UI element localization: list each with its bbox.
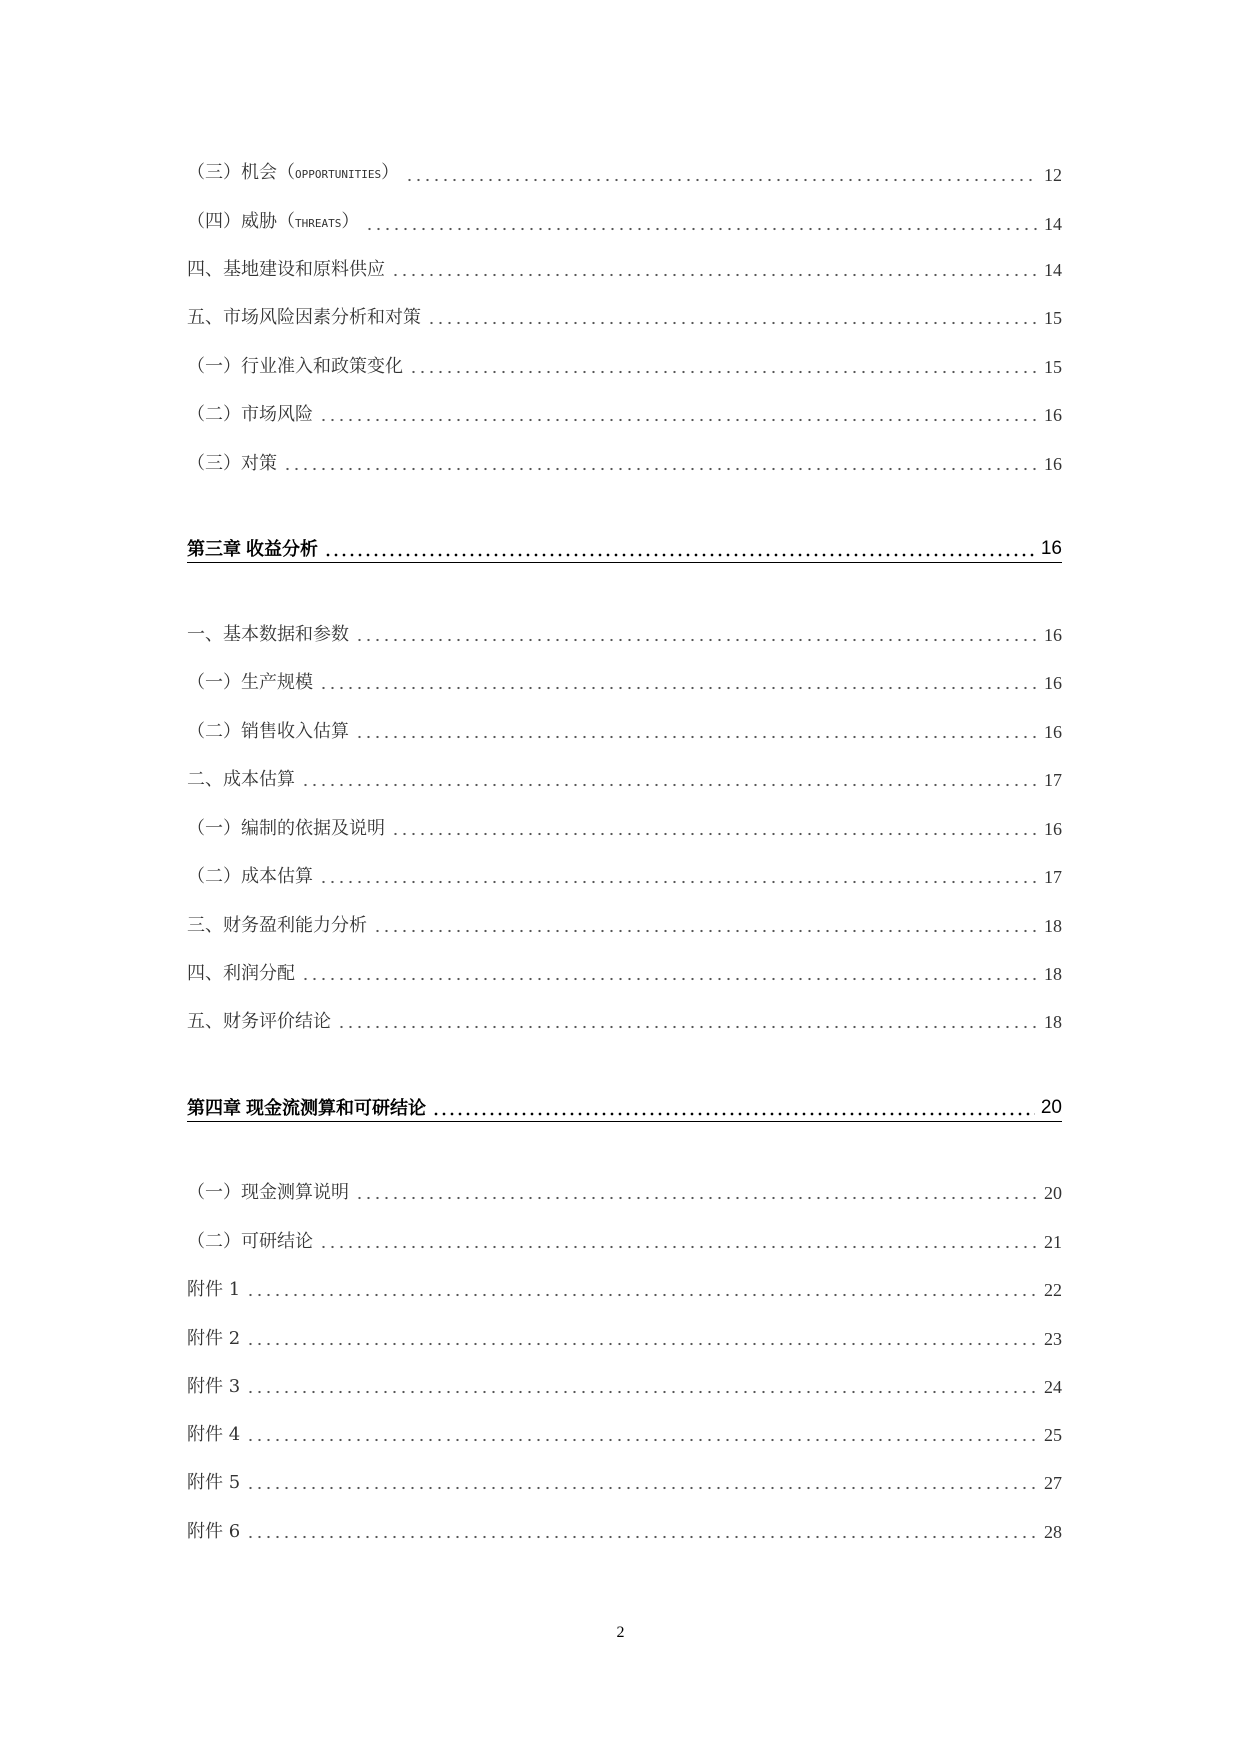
toc-entry[interactable]: [187, 768, 1062, 792]
dot-leader: [283, 467, 1038, 471]
dot-leader: [405, 178, 1038, 182]
toc-entry-title: 五、财务评价结论: [187, 1011, 331, 1032]
toc-entry[interactable]: [187, 1423, 1062, 1447]
toc-entry-title: 五、市场风险因素分析和对策: [187, 307, 421, 328]
toc-entry-title: （一）现金测算说明: [187, 1182, 349, 1203]
toc-entry[interactable]: [187, 1520, 1062, 1544]
toc-entry-title: 附件 6: [187, 1521, 241, 1542]
dot-leader: [246, 1486, 1038, 1490]
dot-leader: [432, 1112, 1035, 1116]
toc-entry-title: （三）机会（OPPORTUNITIES）: [187, 162, 400, 183]
toc-page-number: 16: [1044, 819, 1062, 839]
toc-page-number: 16: [1044, 625, 1062, 645]
toc-page-number: 17: [1044, 770, 1062, 790]
toc-entry[interactable]: [187, 258, 1062, 282]
toc-page-number: 16: [1044, 722, 1062, 742]
toc-entry[interactable]: [187, 306, 1062, 330]
dot-leader: [373, 929, 1038, 933]
toc-entry-title: （二）市场风险: [187, 404, 313, 425]
toc-entry[interactable]: [187, 623, 1062, 647]
toc-page-number: 18: [1044, 916, 1062, 936]
toc-entry[interactable]: [187, 865, 1062, 889]
dot-leader: [246, 1342, 1038, 1346]
toc-page-number: 22: [1044, 1280, 1062, 1300]
toc-page-number: 21: [1044, 1232, 1062, 1252]
toc-page-number: 15: [1044, 308, 1062, 328]
toc-entry[interactable]: [187, 1181, 1062, 1205]
dot-leader: [324, 553, 1035, 557]
dot-leader: [319, 418, 1038, 422]
dot-leader: [337, 1025, 1038, 1029]
toc-page-number: 25: [1044, 1425, 1062, 1445]
toc-entry-title: （二）可研结论: [187, 1231, 313, 1252]
toc-entry-title: 附件 3: [187, 1376, 241, 1397]
toc-chapter-entry[interactable]: [187, 1096, 1062, 1122]
toc-page-number: 16: [1044, 673, 1062, 693]
dot-leader: [355, 638, 1038, 642]
dot-leader: [246, 1438, 1038, 1442]
toc-entry-title: 四、利润分配: [187, 963, 295, 984]
dot-leader: [319, 686, 1038, 690]
toc-page-number: 16: [1040, 538, 1062, 559]
toc-chapter-entry[interactable]: [187, 537, 1062, 563]
dot-leader: [301, 977, 1038, 981]
dot-leader: [319, 1245, 1038, 1249]
toc-entry[interactable]: [187, 452, 1062, 476]
toc-entry[interactable]: [187, 355, 1062, 379]
toc-page-number: 18: [1044, 1012, 1062, 1032]
toc-page-number: 15: [1044, 357, 1062, 377]
toc-page-number: 27: [1044, 1473, 1062, 1493]
toc-entry[interactable]: [187, 1230, 1062, 1254]
toc-page-number: 14: [1044, 214, 1062, 234]
toc-page-number: 18: [1044, 964, 1062, 984]
dot-leader: [319, 880, 1038, 884]
toc-entry[interactable]: [187, 1010, 1062, 1034]
toc-entry-title: （二）成本估算: [187, 866, 313, 887]
toc-entry-title: 附件 2: [187, 1328, 241, 1349]
toc-chapter-title: 第三章 收益分析: [187, 539, 319, 559]
toc-entry-title: （一）生产规模: [187, 672, 313, 693]
toc-entry[interactable]: [187, 1375, 1062, 1399]
toc-entry[interactable]: [187, 210, 1062, 236]
toc-page-number: 12: [1044, 165, 1062, 185]
toc-entry-title: 三、财务盈利能力分析: [187, 915, 367, 936]
toc-page-number: 28: [1044, 1522, 1062, 1542]
toc-page-number: 16: [1044, 454, 1062, 474]
dot-leader: [427, 321, 1038, 325]
toc-entry[interactable]: [187, 403, 1062, 427]
toc-entry[interactable]: [187, 720, 1062, 744]
toc-chapter-title: 第四章 现金流测算和可研结论: [187, 1098, 426, 1118]
toc-entry-title: 四、基地建设和原料供应: [187, 259, 385, 280]
toc-page-number: 17: [1044, 867, 1062, 887]
dot-leader: [246, 1390, 1038, 1394]
toc-page-number: 16: [1044, 405, 1062, 425]
dot-leader: [391, 832, 1038, 836]
dot-leader: [301, 783, 1038, 787]
toc-entry-title: 附件 5: [187, 1472, 241, 1493]
toc-entry-title: 一、基本数据和参数: [187, 624, 349, 645]
toc-entry-title: （二）销售收入估算: [187, 721, 349, 742]
toc-entry[interactable]: [187, 161, 1062, 187]
dot-leader: [246, 1535, 1038, 1539]
toc-entry-title: （一）行业准入和政策变化: [187, 356, 403, 377]
toc-entry-title: 附件 4: [187, 1424, 241, 1445]
toc-entry-title: （三）对策: [187, 453, 277, 474]
toc-page-number: 23: [1044, 1329, 1062, 1349]
dot-leader: [246, 1293, 1038, 1297]
dot-leader: [409, 370, 1038, 374]
toc-page-number: 20: [1044, 1183, 1062, 1203]
toc-page-number: 20: [1040, 1097, 1062, 1118]
toc-entry-title: 附件 1: [187, 1279, 241, 1300]
toc-entry[interactable]: [187, 671, 1062, 695]
toc-entry[interactable]: [187, 1278, 1062, 1302]
toc-entry[interactable]: [187, 1327, 1062, 1351]
toc-page-number: 14: [1044, 260, 1062, 280]
dot-leader: [365, 227, 1038, 231]
toc-entry-title: （一）编制的依据及说明: [187, 818, 385, 839]
toc-entry-title: 二、成本估算: [187, 769, 295, 790]
toc-page-number: 24: [1044, 1377, 1062, 1397]
toc-entry-title: （四）威胁（THREATS）: [187, 211, 360, 232]
dot-leader: [391, 273, 1038, 277]
toc-entry[interactable]: [187, 914, 1062, 938]
toc-entry[interactable]: [187, 817, 1062, 841]
dot-leader: [355, 1196, 1038, 1200]
toc-entry[interactable]: [187, 962, 1062, 986]
dot-leader: [355, 735, 1038, 739]
page-number-footer: 2: [616, 1624, 625, 1641]
toc-entry[interactable]: [187, 1471, 1062, 1495]
